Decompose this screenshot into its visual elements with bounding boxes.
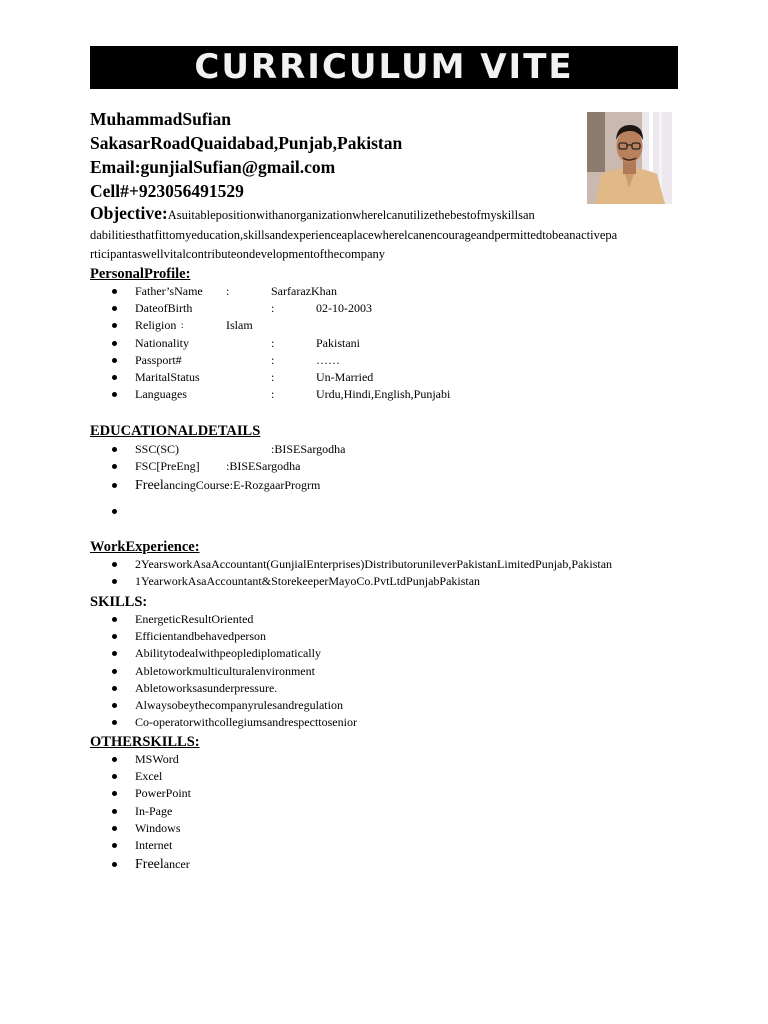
objective-section (90, 204, 680, 265)
bullet-icon (112, 323, 117, 328)
bullet-icon (112, 306, 117, 311)
applicant-name: MuhammadSufian (90, 109, 232, 129)
bullet-icon (112, 375, 117, 380)
cv-title: CURRICULUM VITE (90, 46, 678, 89)
profile-separator: : (271, 301, 275, 316)
other-skill-item: In-Page (135, 803, 173, 818)
other-skill-item: Windows (135, 820, 181, 835)
bullet-icon (112, 651, 117, 656)
education-value: :BISESargodha (226, 459, 301, 474)
profile-value: Urdu,Hindi,English,Punjabi (316, 387, 451, 402)
work-item: 1YearworkAsaAccountant&StorekeeperMayoCo.PvtLtdPunjabPakistan (135, 574, 481, 589)
bullet-icon (112, 862, 117, 867)
education-label: FSC[PreEng] (135, 459, 200, 474)
bullet-icon (112, 289, 117, 294)
profile-value: Un-Married (316, 369, 374, 384)
education-value: :BISESargodha (271, 442, 346, 456)
bullet-icon (112, 774, 117, 779)
profile-value: SarfarazKhan (271, 284, 337, 298)
education-label-lead: Freel (135, 478, 164, 494)
bullet-icon (112, 791, 117, 796)
objective-line-1 (90, 204, 680, 226)
other-skill-item: Excel (135, 769, 163, 784)
profile-value: Islam (226, 318, 253, 333)
profile-separator: : (271, 369, 275, 384)
objective-label: Objective: (90, 204, 168, 223)
education-heading: EDUCATIONALDETAILS (90, 423, 261, 439)
bullet-icon (112, 579, 117, 584)
objective-text-1: Asuitablepositionwithanorganizationwherelcanutilizethebestofmyskillsan (167, 208, 535, 222)
bullet-icon (112, 826, 117, 831)
bullet-icon (112, 617, 117, 622)
profile-photo (587, 112, 672, 204)
work-item: 2YearsworkAsaAccountant(GunjialEnterprises)DistributorunileverPakistanLimitedPunjab,Pakistan (135, 557, 613, 571)
profile-value: 02-10-2003 (316, 301, 372, 316)
skill-item: Abletoworksasunderpressure. (135, 680, 278, 695)
work-heading: WorkExperience: (90, 539, 200, 555)
profile-value: Pakistani (316, 335, 360, 350)
profile-label: Father’sName (135, 284, 203, 298)
applicant-cell: Cell#+923056491529 (90, 181, 244, 201)
bullet-icon (112, 703, 117, 708)
other-skill-item (135, 854, 190, 875)
bullet-icon (112, 341, 117, 346)
bullet-icon (112, 686, 117, 691)
bullet-icon (112, 464, 117, 469)
profile-separator: : (271, 352, 275, 367)
profile-separator: : (271, 335, 275, 350)
skill-item: Alwaysobeythecompanyrulesandregulation (135, 697, 343, 712)
bullet-icon (112, 843, 117, 848)
profile-photo-image (587, 112, 672, 204)
education-label-rest: ancingCourse:E-RozgaarProgrm (163, 478, 321, 493)
other-skill-item: MSWord (135, 752, 179, 766)
profile-separator: : (181, 320, 184, 331)
skills-heading: SKILLS: (90, 594, 148, 610)
other-skill-item: PowerPoint (135, 786, 192, 801)
personal-profile-heading: PersonalProfile: (90, 266, 191, 282)
profile-separator: : (226, 284, 230, 298)
profile-label: Religion (135, 318, 177, 333)
bullet-icon (112, 562, 117, 567)
bullet-icon (112, 483, 117, 488)
bullet-icon (112, 634, 117, 639)
bullet-icon (112, 392, 117, 397)
profile-label: Nationality (135, 335, 189, 350)
profile-value: …… (316, 352, 340, 367)
skill-item: Co-operatorwithcollegiumsandrespecttosenior (135, 715, 357, 730)
skill-item: Abilitytodealwithpeoplediplomatically (135, 646, 321, 661)
other-skill-lead: Freel (135, 857, 164, 873)
bullet-icon (112, 809, 117, 814)
other-skill-item: Internet (135, 837, 173, 852)
bullet-icon (112, 757, 117, 762)
skill-item: EnergeticResultOriented (135, 612, 254, 626)
education-label: SSC(SC) (135, 442, 180, 456)
profile-label: Passport# (135, 352, 182, 367)
skill-item: Abletoworkmulticulturalenvironment (135, 663, 315, 678)
applicant-email: Email:gunjialSufian@gmail.com (90, 157, 336, 177)
profile-label: Languages (135, 387, 187, 402)
objective-text-2: dabilitiesthatfittomyeducation,skillsandexperienceaplacewherelcanencourageandpermittedtobeanactivepa (90, 227, 618, 242)
other-skill-rest: ancer (163, 857, 190, 872)
education-label (135, 475, 320, 496)
bullet-icon (112, 447, 117, 452)
applicant-address: SakasarRoadQuaidabad,Punjab,Pakistan (90, 133, 403, 153)
bullet-icon (112, 669, 117, 674)
bullet-icon (112, 509, 117, 514)
bullet-icon (112, 720, 117, 725)
profile-separator: : (271, 387, 275, 402)
profile-label: MaritalStatus (135, 369, 200, 384)
objective-text-3: rticipantaswellvitalcontributeondevelopmentofthecompany (90, 247, 386, 261)
other-skills-heading: OTHERSKILLS: (90, 734, 200, 750)
profile-label: DateofBirth (135, 301, 193, 316)
skill-item: Efficientandbehavedperson (135, 629, 267, 644)
bullet-icon (112, 358, 117, 363)
